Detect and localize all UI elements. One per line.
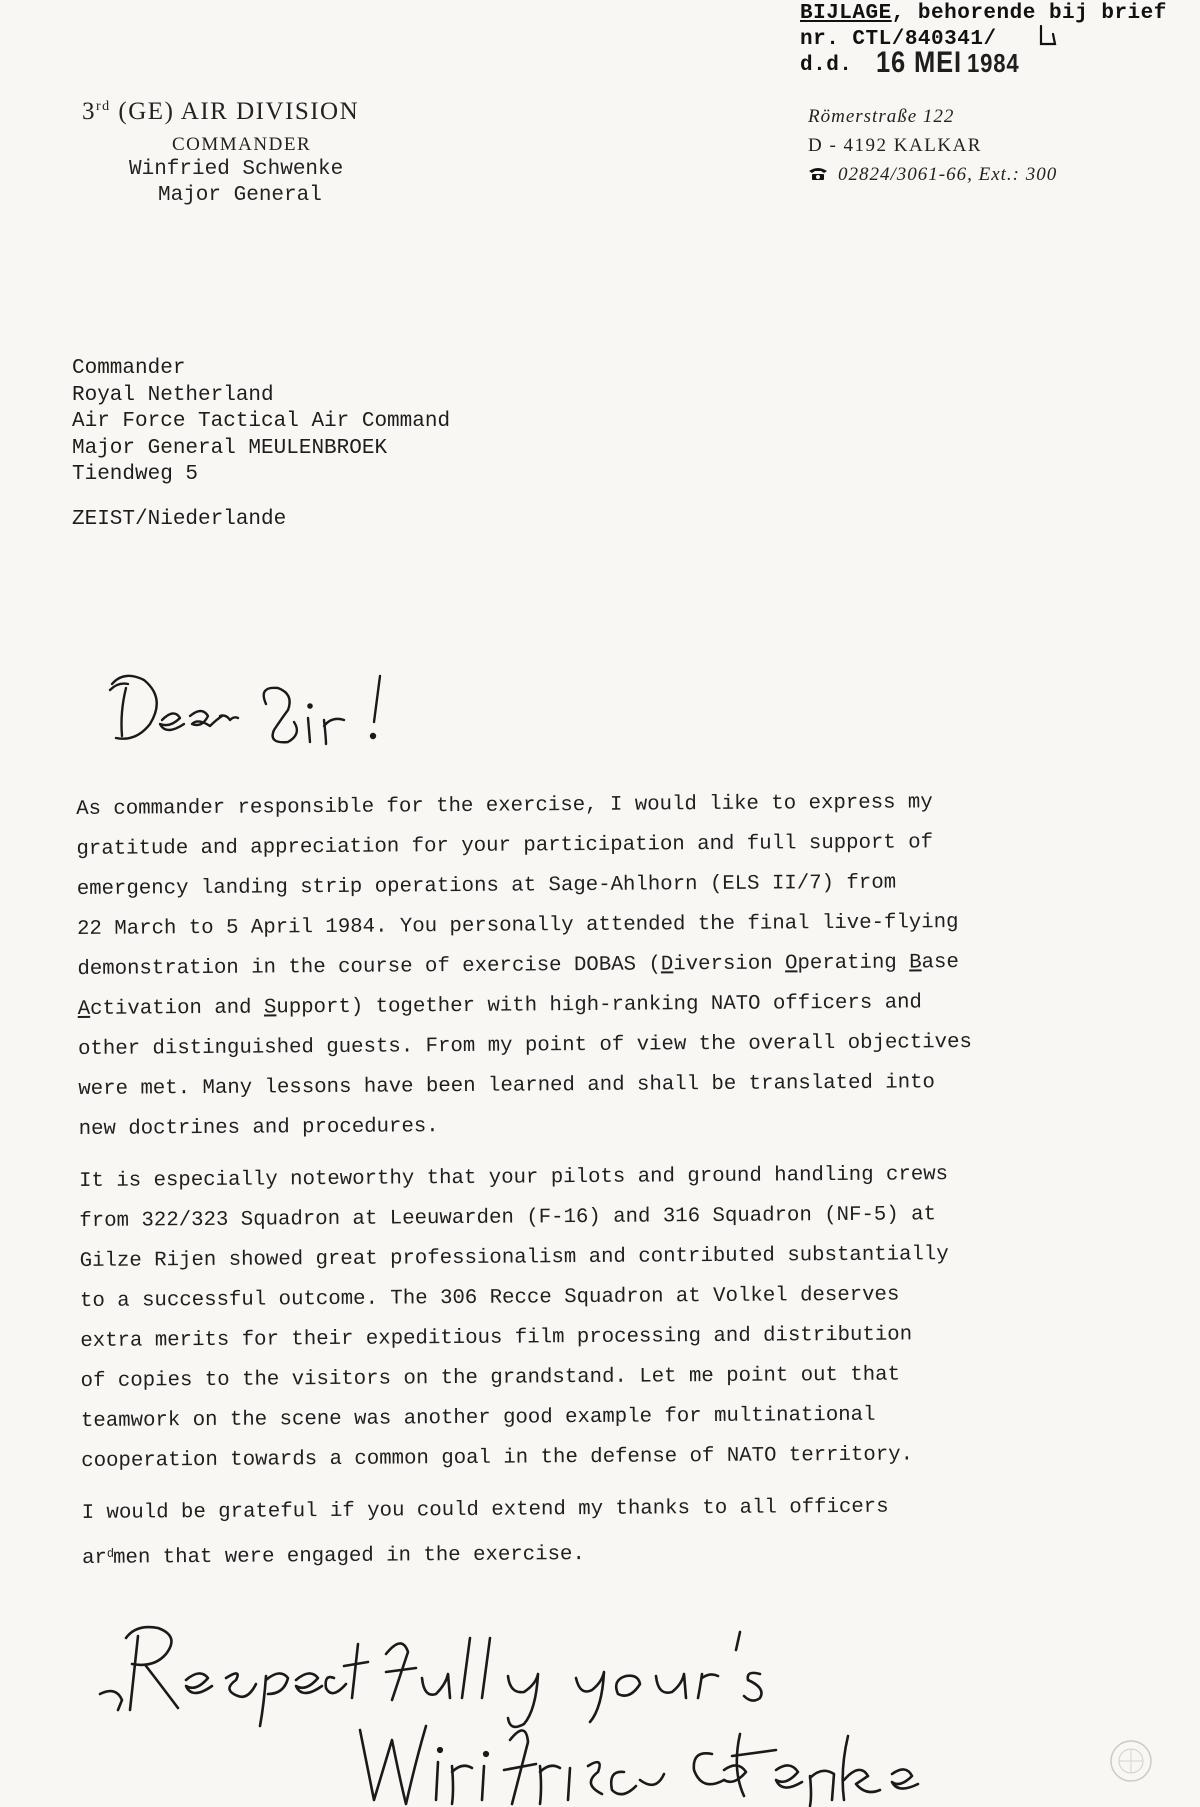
- body-paragraph-1: [76, 782, 1139, 1150]
- text-line: extra merits for their expeditious film processing and distribution: [80, 1323, 913, 1353]
- telephone-icon: [808, 167, 828, 181]
- text-segment: ase: [921, 951, 959, 975]
- text-line: 22 March to 5 April 1984. You personally attended the final live-flying: [77, 911, 959, 941]
- recipient-line: Commander: [72, 357, 186, 380]
- acronym-letter: D: [660, 953, 674, 977]
- stamp-nr-label: nr.: [800, 28, 840, 51]
- acronym-letter: S: [263, 996, 277, 1020]
- acronym-letter: A: [77, 997, 91, 1021]
- address-phone-line: [808, 164, 1057, 186]
- text-segment: upport) together with high-ranking NATO officers and: [276, 991, 923, 1020]
- text-line: teamwork on the scene was another good example for multinational: [80, 1403, 876, 1433]
- handwritten-salutation: [98, 664, 458, 760]
- recipient-city: ZEIST/Niederlande: [72, 507, 287, 531]
- text-line: to a successful outcome. The 306 Recce Squadron at Volkel deserves: [79, 1283, 900, 1313]
- body-paragraph-3: [82, 1486, 1143, 1574]
- text-line: new doctrines and procedures.: [78, 1115, 439, 1141]
- text-segment: men that were engaged in the exercise.: [112, 1543, 585, 1570]
- acronym-letter: B: [909, 951, 922, 975]
- acronym-letter: O: [784, 952, 798, 976]
- archive-seal-icon: [1108, 1738, 1154, 1784]
- date-stamp-day-month: 16 MEI: [876, 46, 962, 79]
- sender-rank: Major General: [158, 184, 322, 207]
- text-line: were met. Many lessons have been learned and shall be translated into: [78, 1071, 936, 1101]
- recipient-block: [72, 356, 450, 533]
- text-segment: demonstration in the course of exercise DOBAS (: [77, 953, 661, 981]
- stamp-line-1-rest: , behorende bij brief: [891, 2, 1167, 25]
- recipient-line: Air Force Tactical Air Command: [72, 410, 451, 433]
- recipient-line: Major General MEULENBROEK: [72, 436, 388, 460]
- text-line: from 322/323 Squadron at Leeuwarden (F-16) and 316 Squadron (NF-5) at: [79, 1203, 937, 1233]
- handwritten-signature: [340, 1700, 1000, 1807]
- division-heading: [82, 98, 359, 126]
- address-phone: 02824/3061-66, Ext.: 300: [838, 164, 1058, 185]
- division-name: (GE) AIR DIVISION: [118, 98, 360, 125]
- address-city: D - 4192 KALKAR: [808, 135, 982, 156]
- text-line: gratitude and appreciation for your participation and full support of: [76, 831, 934, 861]
- recipient-line: Royal Netherland: [72, 383, 274, 407]
- stamp-nr-value: CTL/840341/: [852, 28, 997, 51]
- overtyped-letter: d: [106, 1546, 114, 1561]
- stamp-line-1: [800, 2, 1167, 25]
- text-segment: perating: [797, 951, 910, 976]
- letter-body: [76, 782, 1142, 1574]
- letterhead-address: [808, 106, 1057, 186]
- sender-title: COMMANDER: [172, 134, 312, 155]
- sender-name: Winfried Schwenke: [129, 158, 344, 181]
- text-segment: iversion: [673, 952, 786, 977]
- text-line: of copies to the visitors on the grandstand. Let me point out that: [80, 1363, 901, 1393]
- text-line: Gilze Rijen showed great professionalism and contributed substantially: [79, 1243, 949, 1273]
- text-line: emergency landing strip operations at Sage-Ahlhorn (ELS II/7) from: [76, 871, 897, 901]
- text-line: I would be grateful if you could extend my thanks to all officers: [81, 1495, 889, 1525]
- text-line: It is especially noteworthy that your pilots and ground handling crews: [78, 1163, 949, 1193]
- address-street: Römerstraße 122: [808, 106, 955, 127]
- date-stamp: [876, 46, 1020, 80]
- division-number: 3: [82, 98, 96, 125]
- attachment-stamp: [800, 2, 1200, 82]
- text-line: cooperation towards a common goal in the defense of NATO territory.: [81, 1443, 914, 1473]
- handwritten-hook-mark: [1035, 24, 1059, 50]
- stamp-line-3: [800, 54, 852, 77]
- stamp-bijlage: BIJLAGE: [800, 2, 892, 25]
- text-line: As commander responsible for the exercise, I would like to express my: [76, 791, 933, 821]
- text-segment: ar: [81, 1546, 107, 1570]
- stamp-dd-label: d.d.: [800, 54, 853, 77]
- sender-block: [82, 98, 359, 207]
- body-paragraph-2: [79, 1154, 1141, 1482]
- division-ordinal: rd: [96, 99, 111, 114]
- text-line: other distinguished guests. From my point of view the overall objectives: [77, 1030, 972, 1061]
- text-segment: ctivation and: [90, 996, 265, 1021]
- date-stamp-year: 1984: [966, 48, 1020, 78]
- text-line: [82, 1526, 1142, 1574]
- recipient-line: Tiendweg 5: [72, 463, 199, 486]
